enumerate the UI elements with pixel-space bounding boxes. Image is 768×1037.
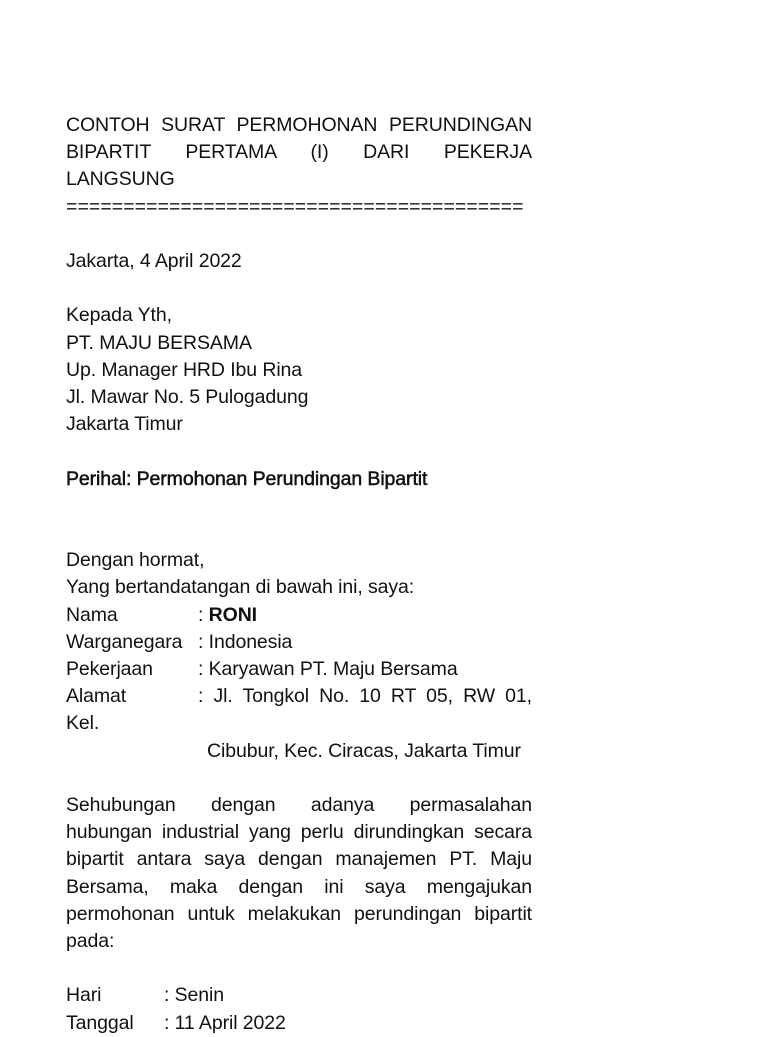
tanggal-label: Tanggal: [66, 1011, 134, 1034]
spacer: [66, 275, 532, 302]
body-line-5: permohonan untuk melakukan perundingan bipartit: [66, 902, 532, 925]
pekerjaan-label: Pekerjaan: [66, 658, 153, 680]
alamat-label: Alamat: [66, 685, 127, 708]
body-line-1: Sehubungan dengan adanya permasalahan: [66, 794, 532, 816]
identity-block: [66, 602, 532, 765]
spacer: [66, 955, 532, 982]
recipient-block: [66, 302, 532, 438]
tanggal-value: : 11 April 2022: [164, 1011, 286, 1034]
letter-document: [66, 112, 532, 1037]
spacer: [66, 765, 532, 792]
title-rule: ========================================: [66, 195, 524, 218]
warganegara-value: : Indonesia: [198, 630, 293, 653]
subject-line: Perihal: Permohonan Perundingan Bipartit: [66, 467, 428, 490]
greeting: Dengan hormat,: [66, 549, 205, 572]
title-line-1: CONTOH SURAT PERMOHONAN PERUNDINGAN: [66, 114, 532, 136]
identity-row-nama: [66, 602, 532, 629]
recipient-city: Jakarta Timur: [66, 413, 183, 436]
schedule-row-hari: [66, 982, 532, 1009]
alamat-value: : Jl. Tongkol No. 10 RT 05, RW 01,: [198, 685, 532, 708]
recipient-attention: Up. Manager HRD Ibu Rina: [66, 358, 303, 381]
nama-value-wrap: : RONI: [198, 603, 257, 626]
identity-row-alamat: [66, 683, 532, 710]
spacer: [66, 438, 532, 465]
body-line-2: hubungan industrial yang perlu dirundingkan secara: [66, 821, 532, 844]
title-line-3: LANGSUNG: [66, 168, 175, 191]
nama-label: Nama: [66, 603, 118, 626]
alamat-wrap: Kel.: [66, 712, 100, 735]
recipient-salutation: Kepada Yth,: [66, 304, 172, 327]
title-line-2: BIPARTIT PERTAMA (I) DARI PEKERJA: [66, 141, 532, 164]
hari-label: Hari: [66, 984, 102, 1007]
recipient-company: PT. MAJU BERSAMA: [66, 331, 252, 354]
identity-row-warganegara: [66, 629, 532, 656]
date-line: Jakarta, 4 April 2022: [66, 250, 242, 272]
schedule-row-tanggal: [66, 1010, 532, 1037]
spacer: [66, 221, 532, 248]
alamat-line-2: Cibubur, Kec. Ciracas, Jakarta Timur: [207, 739, 521, 762]
recipient-street: Jl. Mawar No. 5 Pulogadung: [66, 386, 309, 408]
body-line-4: Bersama, maka dengan ini saya mengajukan: [66, 875, 532, 898]
body-line-3: bipartit antara saya dengan manajemen PT. Maju: [66, 848, 532, 871]
identity-row-pekerjaan: [66, 656, 532, 683]
pekerjaan-value: : Karyawan PT. Maju Bersama: [198, 658, 458, 680]
body-line-6: pada:: [66, 930, 115, 953]
body-paragraph: [66, 792, 532, 955]
spacer: [66, 493, 532, 547]
nama-value: RONI: [208, 603, 257, 626]
hari-value: : Senin: [164, 984, 225, 1007]
warganegara-label: Warganegara: [66, 630, 183, 653]
intro-line: Yang bertandatangan di bawah ini, saya:: [66, 576, 415, 599]
schedule-block: [66, 982, 532, 1036]
